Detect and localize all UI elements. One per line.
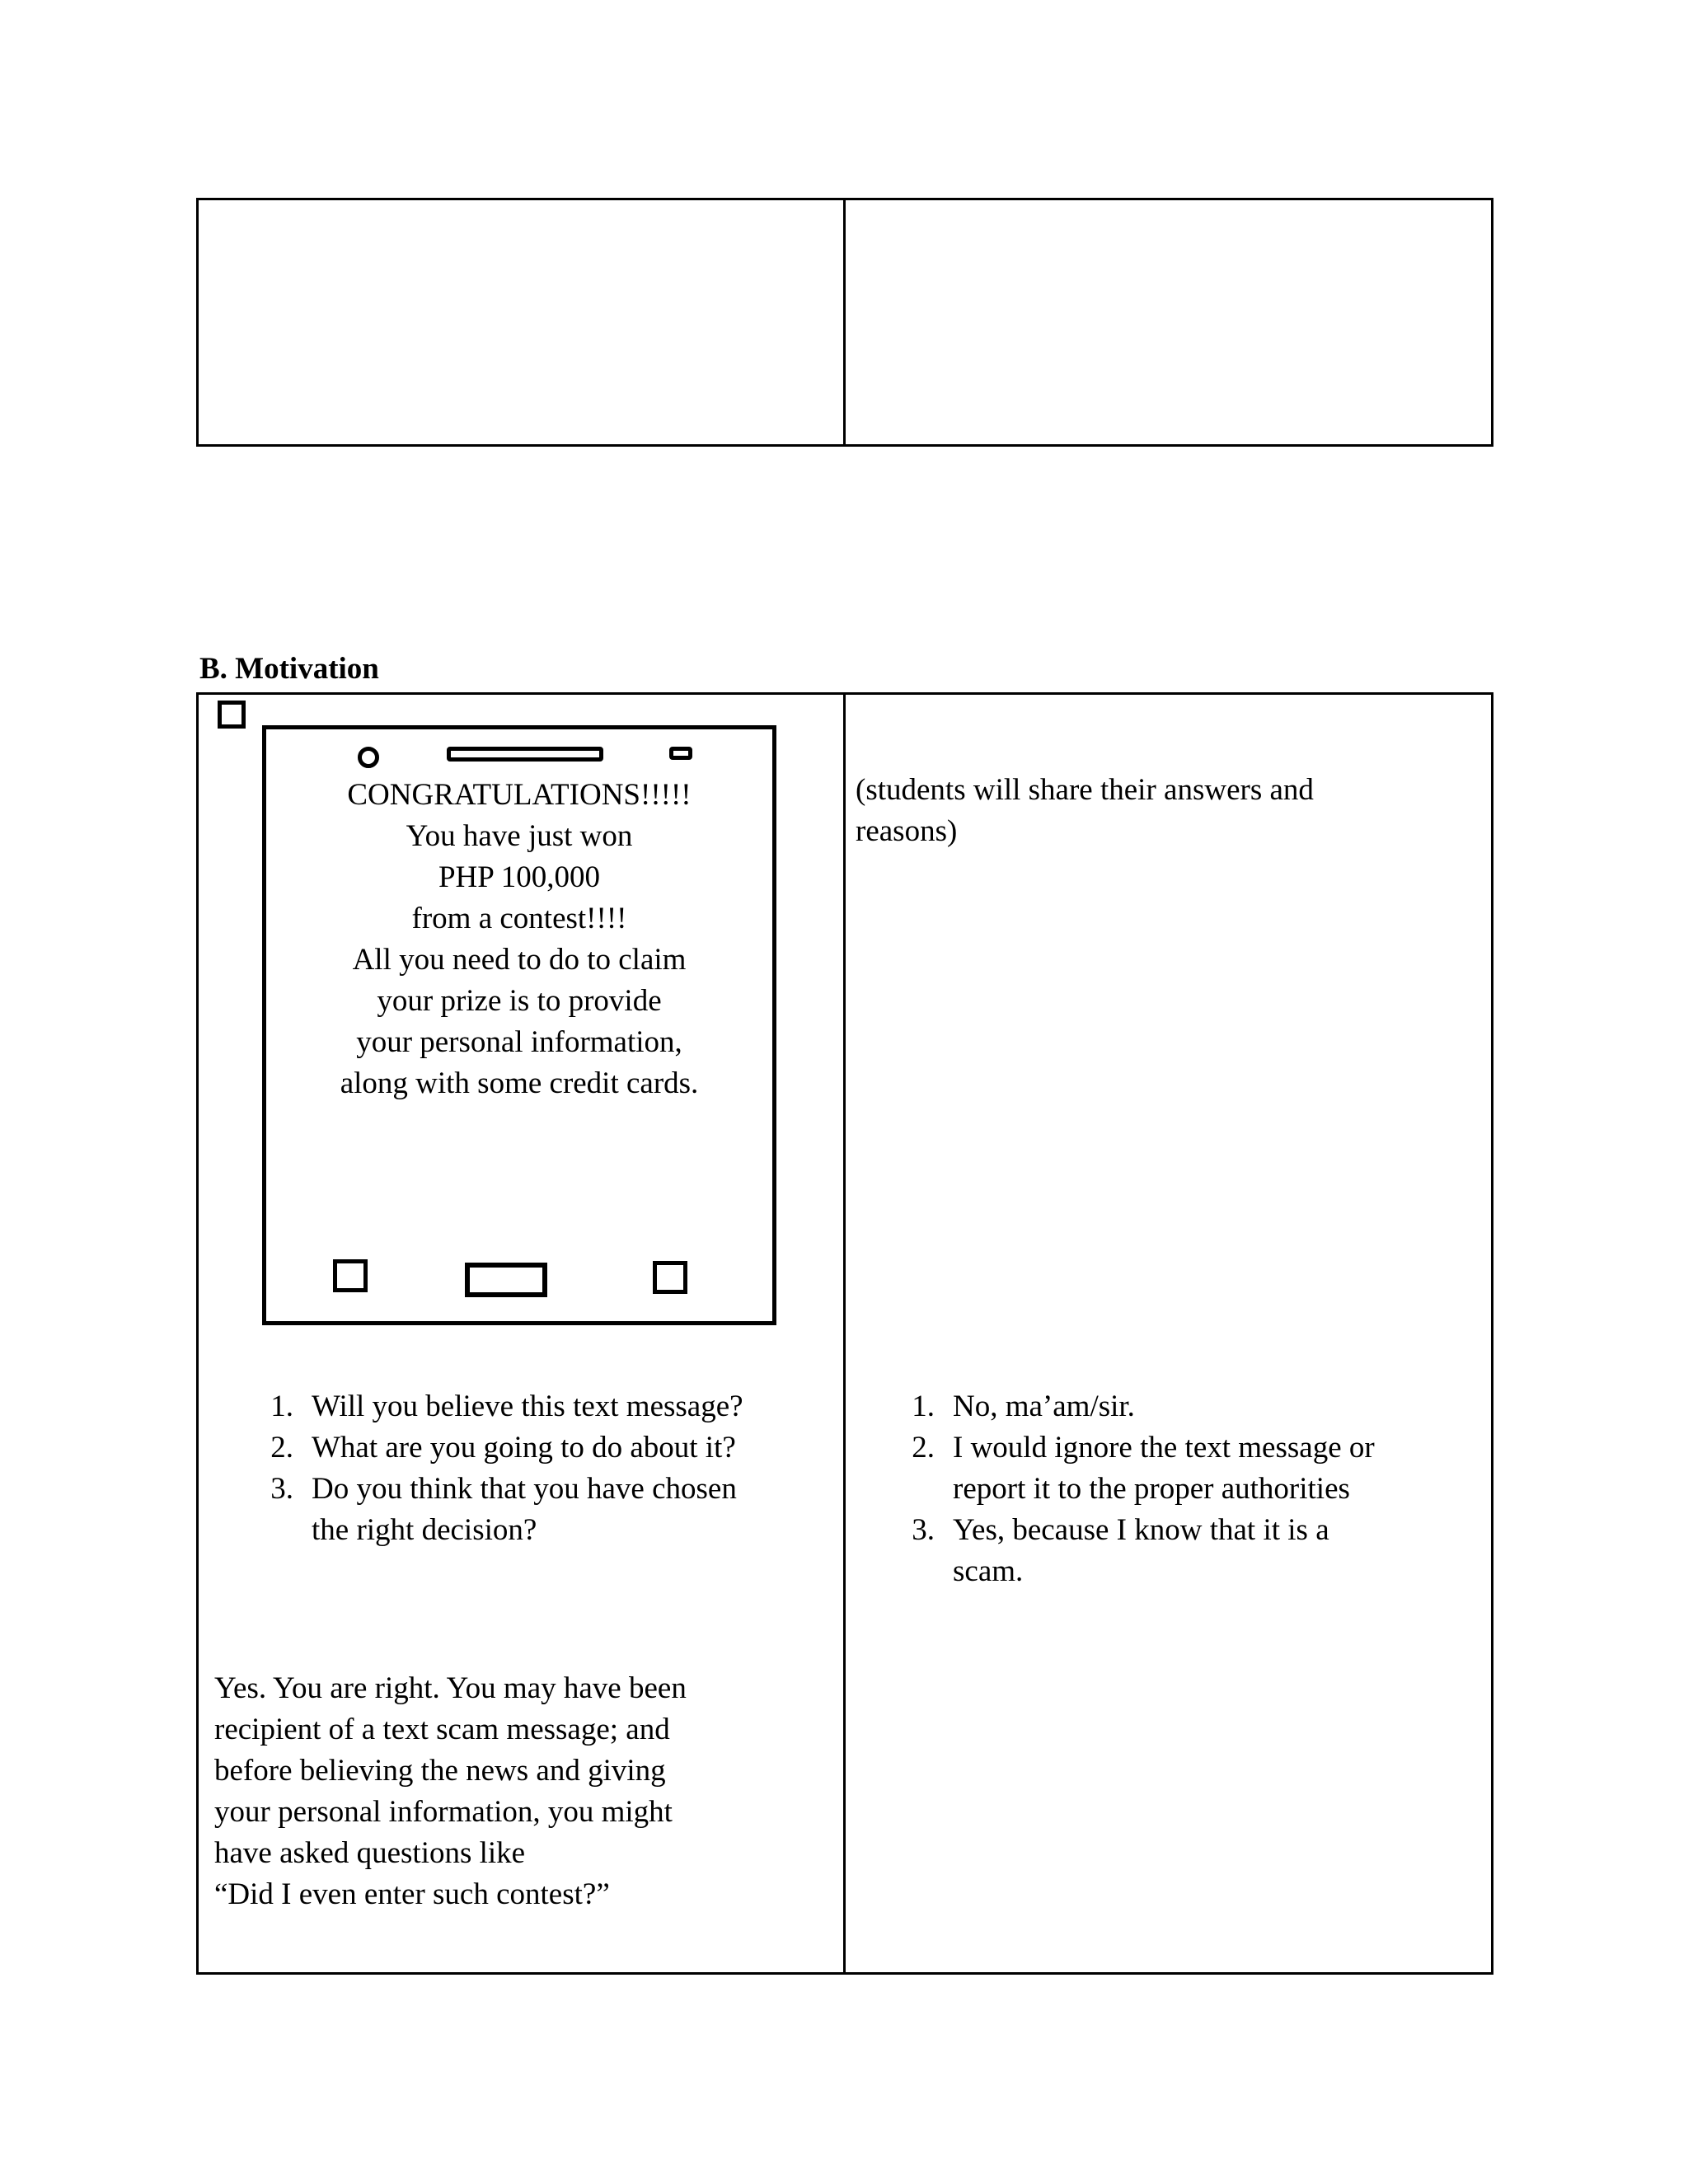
phone-speaker-icon bbox=[447, 747, 603, 762]
list-number: 3. bbox=[270, 1472, 293, 1506]
list-item bbox=[902, 1427, 1375, 1510]
top-table-column-divider bbox=[843, 200, 846, 444]
question-text: the right decision? bbox=[312, 1513, 537, 1547]
list-item bbox=[260, 1469, 743, 1551]
phone-sensor-icon bbox=[669, 747, 692, 760]
list-item bbox=[260, 1427, 743, 1469]
phone-message-line: from a contest!!!! bbox=[411, 902, 627, 935]
students-note bbox=[856, 770, 1314, 852]
followup-line: have asked questions like bbox=[214, 1836, 526, 1870]
teacher-questions-list bbox=[260, 1386, 743, 1551]
student-answers-list bbox=[902, 1386, 1375, 1592]
phone-message-line: your personal information, bbox=[356, 1025, 682, 1059]
phone-back-button-icon bbox=[333, 1259, 368, 1292]
answer-text: No, ma’am/sir. bbox=[953, 1390, 1135, 1423]
motivation-table-column-divider bbox=[843, 695, 846, 1972]
answer-text: Yes, because I know that it is a bbox=[953, 1513, 1329, 1547]
phone-message-line: PHP 100,000 bbox=[438, 860, 600, 894]
followup-line: your personal information, you might bbox=[214, 1795, 673, 1829]
question-text: Will you believe this text message? bbox=[312, 1390, 743, 1423]
top-table bbox=[196, 198, 1493, 447]
phone-message-line: You have just won bbox=[406, 819, 633, 853]
list-number: 1. bbox=[270, 1390, 293, 1423]
list-number: 2. bbox=[270, 1431, 293, 1465]
followup-line: before believing the news and giving bbox=[214, 1754, 666, 1788]
followup-line: recipient of a text scam message; and bbox=[214, 1713, 670, 1746]
list-number: 1. bbox=[912, 1390, 935, 1423]
list-number: 2. bbox=[912, 1431, 935, 1465]
phone-home-button-icon bbox=[465, 1263, 547, 1297]
list-item bbox=[260, 1386, 743, 1427]
checkbox-icon bbox=[218, 701, 246, 729]
students-note-line: (students will share their answers and bbox=[856, 773, 1314, 807]
list-item bbox=[902, 1510, 1375, 1592]
phone-text-message bbox=[272, 775, 767, 1104]
phone-message-line: All you need to do to claim bbox=[352, 943, 687, 977]
answer-text: report it to the proper authorities bbox=[953, 1472, 1350, 1506]
phone-message-line: your prize is to provide bbox=[377, 984, 662, 1018]
phone-message-line: CONGRATULATIONS!!!!! bbox=[347, 778, 692, 812]
section-heading: B. Motivation bbox=[199, 652, 379, 686]
question-text: What are you going to do about it? bbox=[312, 1431, 736, 1465]
phone-message-line: along with some credit cards. bbox=[340, 1066, 699, 1100]
list-number: 3. bbox=[912, 1513, 935, 1547]
list-item bbox=[902, 1386, 1375, 1427]
teacher-followup-paragraph bbox=[214, 1668, 687, 1915]
answer-text: I would ignore the text message or bbox=[953, 1431, 1375, 1465]
phone-camera-icon bbox=[358, 747, 379, 768]
followup-line: Yes. You are right. You may have been bbox=[214, 1671, 687, 1705]
phone-menu-button-icon bbox=[653, 1261, 687, 1294]
answer-text: scam. bbox=[953, 1554, 1024, 1588]
followup-line: “Did I even enter such contest?” bbox=[214, 1877, 610, 1911]
students-note-line: reasons) bbox=[856, 814, 958, 848]
question-text: Do you think that you have chosen bbox=[312, 1472, 737, 1506]
